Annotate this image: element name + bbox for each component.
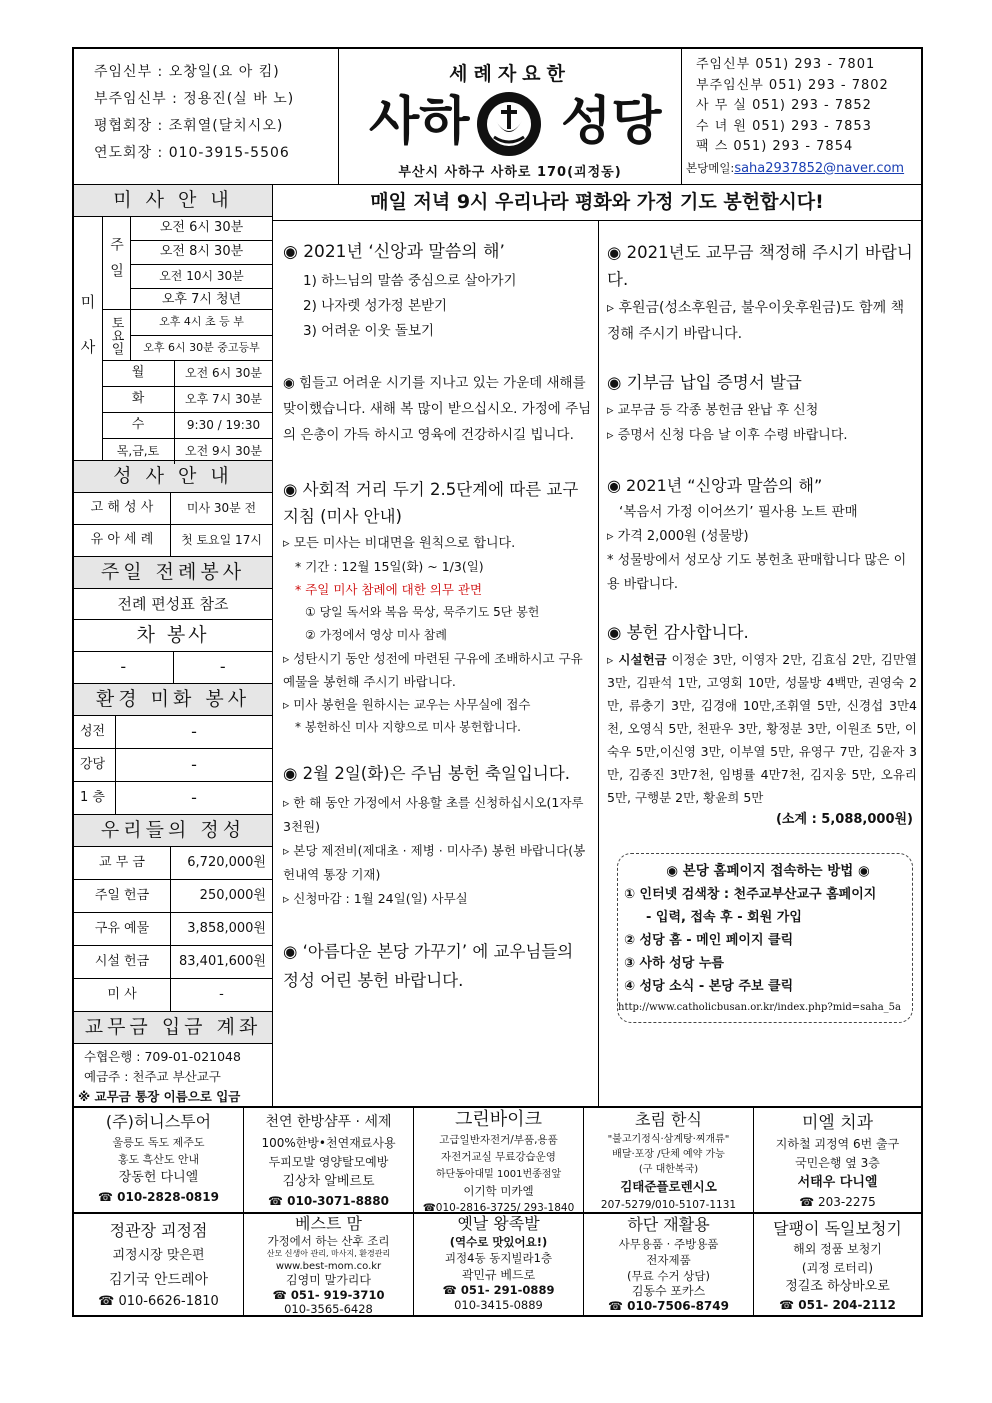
candlemas-b: ▹ 본당 제전비(제대초 · 제병 · 미사주) 봉헌 바랍니다(봉헌내역 통장 기재) xyxy=(283,843,586,882)
mass-label: 미사 xyxy=(74,217,103,460)
offering-label: 구유 예물 xyxy=(74,913,171,945)
ad-title: (주)허니스투어 xyxy=(105,1112,212,1131)
ad-block xyxy=(74,1214,244,1315)
sacrament-title: 성 사 안 내 xyxy=(74,461,272,493)
distancing-f: ▹ 성탄시기 동안 성전에 마련된 구유에 조배하시고 구유예물을 봉헌해 주시기 바랍니다. xyxy=(283,651,583,689)
saturday-mass-time: 오후 6시 30분 중고등부 xyxy=(143,341,260,354)
section-faith-year xyxy=(283,239,594,265)
offering-amount: - xyxy=(219,987,224,1002)
faith-year-item: 3) 어려운 이웃 돌보기 xyxy=(303,323,435,339)
receipt-b: ▹ 증명서 신청 다음 날 이후 수령 바랍니다. xyxy=(607,428,848,443)
offering-label: 교 무 금 xyxy=(74,847,171,879)
ad-name: 곽민규 베드로 xyxy=(461,1268,536,1282)
sunday-mass-time: 오후 7시 청년 xyxy=(161,292,242,307)
distancing-e: ② 가정에서 영상 미사 참례 xyxy=(305,628,447,642)
thanks-total: (소계 : 5,088,000원) xyxy=(775,812,913,827)
ad-line: 배달·포장 /단체 예약 가능 xyxy=(612,1149,725,1160)
ad-name: 김기국 안드레아 xyxy=(108,1272,209,1288)
tithe-a: ▹ 후원금(성소후원금, 불우이웃후원금)도 함께 책정해 주시기 바랍니다. xyxy=(607,300,905,342)
contact-line: 사 무 실 051) 293 - 7852 xyxy=(696,98,872,113)
header-officer-line: 주임신부 : 오창일(요 아 킴) xyxy=(94,64,280,80)
header-contacts xyxy=(682,49,923,184)
account-line: 수협은행 : 709-01-021048 xyxy=(84,1049,241,1064)
homepage-url[interactable]: http://www.catholicbusan.or.kr/index.php?mid=saha_5a xyxy=(618,1002,902,1013)
offering-label: 주일 헌금 xyxy=(74,880,171,912)
ad-line: 두피모발 영양탈모예방 xyxy=(268,1155,389,1169)
ad-line: 울릉도 독도 제주도 xyxy=(112,1136,205,1149)
ad-line: "불고기정식·삼계탕·찌개류" xyxy=(607,1134,730,1145)
ad-block xyxy=(74,1108,244,1212)
weekday-label: 목,금,토 xyxy=(102,439,175,464)
ad-phone: ☎010-2816-3725/ 293-1840 xyxy=(422,1202,575,1212)
faith-year-item: 1) 하느님의 말씀 중심으로 살아가기 xyxy=(303,273,517,289)
receipt-a: ▹ 교무금 등 각종 봉헌금 완납 후 신청 xyxy=(607,403,819,418)
church-logo xyxy=(476,91,542,157)
account-line: 예금주 : 천주교 부산교구 xyxy=(84,1069,221,1084)
ads-area xyxy=(74,1106,921,1315)
weekday-mass-time: 오전 6시 30분 xyxy=(185,366,262,380)
weekday-mass-time: 9:30 / 19:30 xyxy=(186,418,261,432)
ad-name: 정길조 하상바오로 xyxy=(785,1279,890,1294)
env-value: - xyxy=(191,722,197,741)
header-officers xyxy=(74,49,339,184)
ad-title: 베스트 맘 xyxy=(295,1214,362,1233)
ad-line: 해외 정품 보청기 xyxy=(793,1242,882,1256)
ad-block xyxy=(754,1108,921,1212)
ad-line: (역수로 맛있어요!) xyxy=(449,1235,548,1249)
ad-phone: 010-3415-0889 xyxy=(454,1298,543,1312)
ad-name: 김상차 알베르토 xyxy=(282,1174,375,1189)
notebook-title: ◉ 2021년 “신앙과 말씀의 해” xyxy=(607,476,823,495)
prayer-banner: 매일 저녁 9시 우리나라 평화와 가정 기도 봉헌합시다! xyxy=(273,185,921,221)
ad-phone: ☎ 051- 291-0889 xyxy=(442,1283,555,1297)
homepage-title: ◉ 본당 홈페이지 접속하는 방법 ◉ xyxy=(666,863,870,879)
env-value: - xyxy=(191,788,197,807)
church-logo-icon xyxy=(476,91,542,157)
bulletin-page xyxy=(72,47,923,1317)
account-title: 교무금 입금 계좌 xyxy=(74,1011,272,1044)
thanks-label: ▹ 시설헌금 xyxy=(607,652,667,667)
env-label: 1 층 xyxy=(74,782,116,814)
offerings-title: 우리들의 정성 xyxy=(74,814,272,847)
ad-title: 초림 한식 xyxy=(635,1110,702,1129)
mass-title: 미 사 안 내 xyxy=(74,185,272,217)
parish-donation: ◉ ‘아름다운 본당 가꾸기’ 에 교우님들의 정성 어린 봉헌 바랍니다. xyxy=(283,942,574,990)
liturgy-title: 주일 전례봉사 xyxy=(74,556,272,589)
ad-line: (무료 수거 상담) xyxy=(627,1269,710,1283)
ad-line: (괴정 로터리) xyxy=(801,1261,874,1275)
ad-block xyxy=(584,1214,754,1315)
church-name-left: 사하 xyxy=(369,92,470,152)
liturgy-value: 전례 편성표 참조 xyxy=(74,589,272,620)
sunday-mass-time: 오전 6시 30분 xyxy=(131,217,272,241)
offering-label: 시설 헌금 xyxy=(74,946,171,978)
ad-line: (구 대한복국) xyxy=(638,1164,699,1175)
ad-line: 홍도 흑산도 안내 xyxy=(117,1153,200,1166)
ad-title: 달팽이 독일보청기 xyxy=(773,1219,902,1238)
homepage-step: ② 성당 홈 - 메인 페이지 클릭 xyxy=(624,933,794,948)
ad-name: 김태준플로렌시오 xyxy=(620,1179,717,1194)
distancing-d: ① 당일 독서와 복음 묵상, 묵주기도 5단 봉헌 xyxy=(305,605,540,619)
ad-name: 김영미 말가리다 xyxy=(286,1273,371,1287)
ad-block xyxy=(414,1214,584,1315)
distancing-title: ◉ 사회적 거리 두기 2.5단계에 따른 교구 지침 (미사 안내) xyxy=(283,480,579,526)
contact-line: 주임신부 051) 293 - 7801 xyxy=(696,57,876,72)
ad-line: 괴정시장 맞은편 xyxy=(112,1248,205,1263)
ad-phone: 207-5279/010-5107-1131 xyxy=(600,1199,737,1211)
sunday-label: 주일 xyxy=(102,217,131,309)
sacrament-value: 미사 30분 전 xyxy=(186,501,257,515)
offering-amount: 83,401,600원 xyxy=(179,954,266,969)
ad-block xyxy=(584,1108,754,1212)
homepage-step: ③ 사하 성당 누름 xyxy=(624,956,724,971)
ad-line: 산모 신생아 관리, 마사지, 환경관리 xyxy=(266,1249,391,1258)
sunday-mass-time: 오전 8시 30분 xyxy=(131,241,272,265)
contact-line: 부주임신부 051) 293 - 7802 xyxy=(696,77,889,93)
ad-phone: ☎ 010-2828-0819 xyxy=(98,1190,219,1204)
sunday-mass-time: 오전 10시 30분 xyxy=(131,265,272,289)
notebook-a: ▹ 가격 2,000원 (성물방) xyxy=(607,529,749,544)
ad-line: 자전거교실 무료강습운영 xyxy=(441,1151,556,1163)
ad-phone: ☎ 051- 204-2112 xyxy=(779,1298,896,1312)
env-label: 강당 xyxy=(74,749,116,781)
middle-column xyxy=(273,221,599,1106)
homepage-step: ④ 성당 소식 - 본당 주보 클릭 xyxy=(624,979,794,994)
weekday-label: 월 xyxy=(102,361,175,386)
weekday-mass-time: 오후 7시 30분 xyxy=(185,392,262,406)
ad-name: 장동헌 다니엘 xyxy=(118,1170,199,1185)
candlemas-title: ◉ 2월 2일(화)은 주님 봉헌 축일입니다. xyxy=(283,764,570,783)
distancing-a: ▹ 모든 미사는 비대면을 원칙으로 합니다. xyxy=(283,536,516,551)
ad-title: 그린바이크 xyxy=(455,1109,542,1130)
receipt-title: ◉ 기부금 납입 증명서 발급 xyxy=(607,373,802,392)
notebook-sub: ‘복음서 가정 이어쓰기’ 필사용 노트 판매 xyxy=(619,504,858,520)
ad-line: 국민은행 옆 3층 xyxy=(795,1156,880,1170)
distancing-c: * 주일 미사 참례에 대한 의무 관면 xyxy=(295,582,483,597)
ad-phone: ☎ 010-7506-8749 xyxy=(608,1299,729,1313)
ad-name: 김동수 포카스 xyxy=(631,1284,706,1298)
homepage-box xyxy=(617,853,913,1023)
offering-amount: 250,000원 xyxy=(199,888,266,903)
ad-line: 고급일반자전거/부품,용품 xyxy=(439,1134,558,1146)
saturday-mass-time: 오후 4시 초 등 부 xyxy=(131,310,272,336)
vehicle-value: - xyxy=(74,652,174,683)
ad-line: 지하철 괴정역 6번 출구 xyxy=(775,1137,900,1151)
homepage-step: - 입력, 접속 후 - 회원 가입 xyxy=(646,910,802,925)
ad-phone: 010-3565-6428 xyxy=(284,1302,373,1315)
contact-line: 팩 스 051) 293 - 7854 xyxy=(696,139,854,154)
notebook-b: * 성물방에서 성모상 기도 봉헌초 판매합니다 많은 이용 바랍니다. xyxy=(607,553,907,592)
env-title: 환경 미화 봉사 xyxy=(74,683,272,716)
ad-block xyxy=(414,1108,584,1212)
account-note: ※ 교무금 통장 이름으로 입금 xyxy=(78,1089,241,1104)
ad-line: 하단동아대밑 1001번종점앞 xyxy=(435,1169,562,1180)
right-column xyxy=(599,221,921,1106)
email-link[interactable]: saha2937852@naver.com xyxy=(734,160,905,176)
candlemas-a: ▹ 한 해 동안 가정에서 사용할 초를 신청하십시오(1자루 3천원) xyxy=(283,795,584,834)
offering-amount: 3,858,000원 xyxy=(187,921,266,936)
ad-phone: ☎ 010-6626-1810 xyxy=(98,1294,219,1309)
offering-amount: 6,720,000원 xyxy=(187,855,266,870)
ad-line: 전자제품 xyxy=(646,1253,691,1267)
church-subtitle: 세례자요한 xyxy=(449,63,571,85)
header-officer-line: 연도회장 : 010-3915-5506 xyxy=(94,145,290,161)
ad-phone: ☎ 203-2275 xyxy=(799,1195,876,1209)
ad-line: www.best-mom.co.kr xyxy=(275,1261,382,1272)
saturday-label: 토요일 xyxy=(102,310,131,360)
header-officer-line: 부주임신부 : 정용진(실 바 노) xyxy=(94,91,295,107)
ad-name: 이기학 미카엘 xyxy=(463,1184,534,1198)
vehicle-value: - xyxy=(219,657,226,676)
faith-year-title: ◉ 2021년 ‘신앙과 말씀의 해’ xyxy=(283,242,505,262)
new-year-greeting: ◉ 힘들고 어려운 시기를 지나고 있는 가운데 새해를 맞이했습니다. 새해 복 많이 받으십시오. 가정에 주님의 은총이 가득 하시고 영육에 건강하시길 빕니다. xyxy=(283,375,592,443)
weekday-label: 화 xyxy=(102,387,175,412)
ad-phone: ☎ 051- 919-3710 xyxy=(272,1288,385,1302)
env-value: - xyxy=(191,755,197,774)
ad-title: 정관장 괴정점 xyxy=(109,1221,208,1240)
vehicle-title: 차 봉사 xyxy=(74,620,272,652)
email-label: 본당메일: xyxy=(686,160,735,175)
ad-title: 천연 한방샴푸 · 세제 xyxy=(265,1114,392,1130)
contact-line: 수 녀 원 051) 293 - 7853 xyxy=(696,118,872,134)
thanks-title: ◉ 봉헌 감사합니다. xyxy=(607,623,749,642)
candlemas-c: ▹ 신청마감 : 1월 24일(일) 사무실 xyxy=(283,891,468,906)
ad-phone: ☎ 010-3071-8880 xyxy=(268,1194,389,1208)
faith-year-item: 2) 나자렛 성가정 본받기 xyxy=(303,298,448,314)
church-name-right: 성당 xyxy=(561,92,662,152)
thanks-donors: 이정순 3만, 이영자 2만, 김효심 2만, 김만열 3만, 김판석 1만, 고영회 10만, 성물방 4백만, 권영숙 2만, 류충기 3만, 김경애 10만,조휘열 5만, 신경섭 3만4천, 오영식 5만, 천판우 3만, 황정분 3만, 이원조 5만, 이숙우 5만,이신영 3만, 이부열 5만, 유영구 7만, 김윤자 3만, 김종진 3만7천, 임병률 4만7천, 김지웅 5만, 오유리 5만, 구행분 2만, 황윤희 5만 xyxy=(607,652,917,805)
sacrament-label: 고 해 성 사 xyxy=(74,493,171,524)
sidebar xyxy=(74,185,273,1106)
ad-line: 100%한방•천연재료사용 xyxy=(261,1136,396,1150)
ad-title: 옛날 왕족발 xyxy=(457,1214,540,1233)
offering-label: 미 사 xyxy=(74,979,171,1011)
homepage-step: ① 인터넷 검색창 : 천주교부산교구 홈페이지 xyxy=(624,887,877,902)
header-officer-line: 평협회장 : 조휘열(달치시오) xyxy=(94,118,284,134)
weekday-label: 수 xyxy=(102,413,175,438)
ad-line: 가정에서 하는 산후 조리 xyxy=(267,1234,390,1248)
ad-block xyxy=(244,1214,414,1315)
ad-block xyxy=(244,1108,414,1212)
ad-line: 사무용품 · 주방용품 xyxy=(618,1237,719,1251)
header-masthead xyxy=(339,49,682,184)
ad-title: 미엘 치과 xyxy=(801,1113,874,1133)
ad-name: 서태우 다니엘 xyxy=(797,1175,878,1190)
weekday-mass-time: 오전 9시 30분 xyxy=(185,444,262,458)
tithe-title: ◉ 2021년도 교무금 책정해 주시기 바랍니다. xyxy=(607,243,913,289)
distancing-h: * 봉헌하신 미사 지향으로 미사 봉헌합니다. xyxy=(295,720,521,734)
env-label: 성전 xyxy=(74,716,116,748)
sacrament-label: 유 아 세 례 xyxy=(74,525,171,556)
distancing-g: ▹ 미사 봉헌을 원하시는 교우는 사무실에 접수 xyxy=(283,697,531,712)
distancing-b: * 기간 : 12월 15일(화) ~ 1/3(일) xyxy=(295,559,484,574)
church-address: 부산시 사하구 사하로 170(괴정동) xyxy=(398,165,622,180)
ad-line: 괴정4동 동지빌라1층 xyxy=(444,1251,553,1265)
sacrament-value: 첫 토요일 17시 xyxy=(181,533,262,547)
ad-block xyxy=(754,1214,921,1315)
ad-title: 하단 재활용 xyxy=(627,1215,710,1234)
